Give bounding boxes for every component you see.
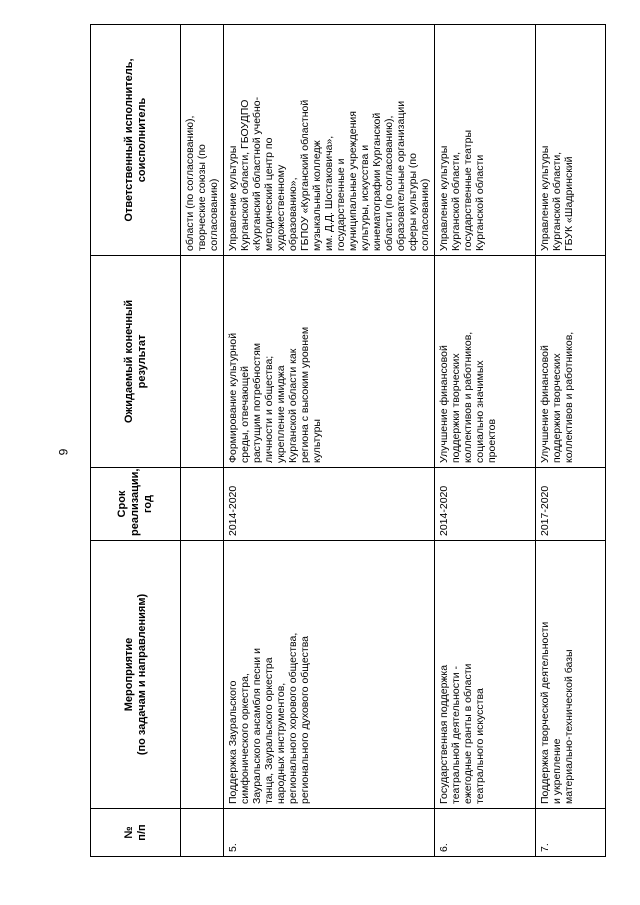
cell-term	[181, 468, 224, 541]
header-term: Срок реализации, год	[91, 468, 181, 541]
cell-number: 5.	[224, 809, 435, 857]
cell-number: 7.	[536, 809, 606, 857]
header-result: Ожидаемый конечный результат	[91, 256, 181, 468]
table-row	[435, 25, 536, 857]
cell-number	[181, 809, 224, 857]
cell-executor: области (по согласованию), творческие союзы (по согласованию)	[181, 25, 224, 256]
table-row	[536, 25, 606, 857]
cell-executor: Управление культуры Курганской области, ГБУК «Шадринский	[536, 25, 606, 256]
header-executor: Ответственный исполнитель, соисполнитель	[91, 25, 181, 256]
cell-activity	[181, 541, 224, 809]
header-activity: Мероприятие (по задачам и направлениям)	[91, 541, 181, 809]
cell-activity: Поддержка творческой деятельности и укрепление материально-технической базы	[536, 541, 606, 809]
cell-term: 2014-2020	[224, 468, 435, 541]
cell-activity: Государственная поддержка театральной деятельности - ежегодные гранты в области театрального искусства	[435, 541, 536, 809]
plan-table	[90, 24, 606, 857]
cell-result: Улучшение финансовой поддержки творческих коллективов и работников, социально значимых проектов	[435, 256, 536, 468]
plan-table-container	[90, 25, 575, 857]
table-row	[181, 25, 224, 857]
cell-term: 2014-2020	[435, 468, 536, 541]
page-number: 9	[56, 448, 71, 456]
cell-result: Формирование культурной среды, отвечающей растущим потребностям личности и общества; укрепление имиджа Курганской области как региона с высоким уровнем культуры	[224, 256, 435, 468]
table-header-row	[91, 25, 181, 857]
cell-executor: Управление культуры Курганской области, ГБОУДПО «Курганский областной учебно- методический центр по художественному образованию», ГБПОУ «Курганский областной музыкальный колледж им. Д.Д. Шостаковича», государственные и муниципальные учреждения культуры, искусства и кинематографии Курганской области (по согласованию), образовательные организации сферы культуры (по согласованию)	[224, 25, 435, 256]
table-row	[224, 25, 435, 857]
header-number: № п/п	[91, 809, 181, 857]
cell-activity: Поддержка Зауральского симфонического оркестра, Зауральского ансамбля песни и танца, Зауральского оркестра народных инструментов, регионального хорового общества, регионального духового общества	[224, 541, 435, 809]
cell-term: 2017-2020	[536, 468, 606, 541]
cell-executor: Управление культуры Курганской области, государственные театры Курганской области	[435, 25, 536, 256]
cell-result: Улучшение финансовой поддержки творческих коллективов и работников,	[536, 256, 606, 468]
cell-number: 6.	[435, 809, 536, 857]
cell-result	[181, 256, 224, 468]
